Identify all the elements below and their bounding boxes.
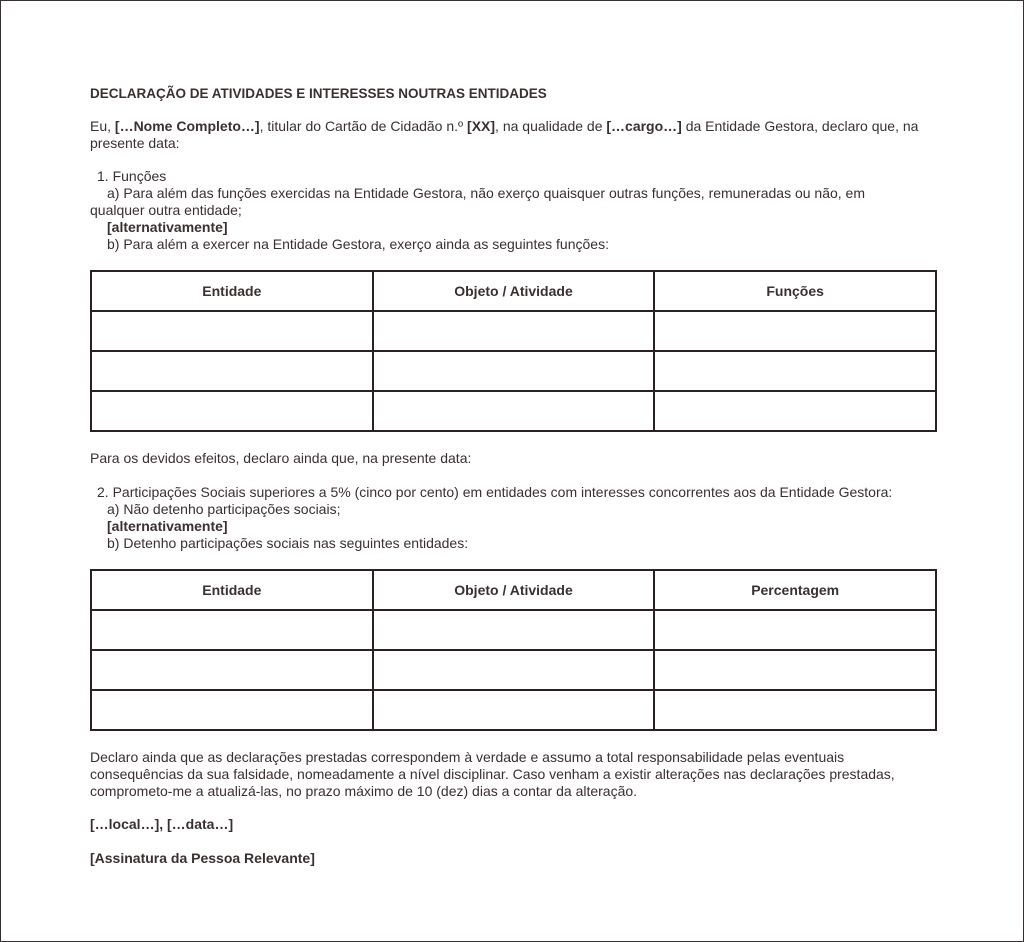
- table-cell[interactable]: [654, 351, 936, 391]
- header-object-activity: Objeto / Atividade: [373, 570, 655, 610]
- table-cell[interactable]: [654, 650, 936, 690]
- table-header-row: [91, 271, 936, 311]
- document-title: DECLARAÇÃO DE ATIVIDADES E INTERESSES NOUTRAS ENTIDADES: [90, 86, 547, 101]
- table-cell[interactable]: [91, 690, 373, 730]
- table-cell[interactable]: [91, 650, 373, 690]
- intro-text-1: Eu,: [90, 118, 115, 134]
- table-cell[interactable]: [654, 311, 936, 351]
- section-1-option-a: a) Para além das funções exercidas na Entidade Gestora, não exerço quaisquer outras funções, remuneradas ou não, em: [107, 185, 866, 201]
- functions-table: [90, 270, 937, 432]
- table-row: [91, 391, 936, 431]
- table-row: [91, 610, 936, 650]
- section-shareholdings: [90, 484, 937, 552]
- final-declaration-line: consequências da sua falsidade, nomeadamente a nível disciplinar. Caso venham a existir alterações nas declarações prestadas,: [90, 766, 895, 782]
- table-cell[interactable]: [91, 391, 373, 431]
- final-declaration: [90, 749, 937, 800]
- intro-paragraph: [90, 118, 937, 152]
- intro-text-2: , titular do Cartão de Cidadão n.º: [259, 118, 468, 134]
- intro-text-3: , na qualidade de: [495, 118, 607, 134]
- cc-number-placeholder: [XX]: [467, 118, 496, 134]
- header-percentage: Percentagem: [654, 570, 936, 610]
- table-header-row: [91, 570, 936, 610]
- section-1-option-a-cont: qualquer outra entidade;: [90, 202, 242, 218]
- table-cell[interactable]: [91, 311, 373, 351]
- section-1-option-b: b) Para além a exercer na Entidade Gestora, exerço ainda as seguintes funções:: [107, 236, 609, 252]
- final-declaration-line: comprometo-me a atualizá-las, no prazo máximo de 10 (dez) dias a contar da alteração.: [90, 783, 638, 799]
- header-entity: Entidade: [91, 570, 373, 610]
- table-cell[interactable]: [654, 690, 936, 730]
- section-2-option-a: a) Não detenho participações sociais;: [107, 501, 341, 517]
- table-cell[interactable]: [373, 650, 655, 690]
- signature-placeholder: [Assinatura da Pessoa Relevante]: [90, 850, 315, 866]
- table-cell[interactable]: [373, 311, 655, 351]
- shareholdings-table: [90, 569, 937, 731]
- section-2-alternatively: [alternativamente]: [107, 518, 228, 534]
- table-row: [91, 311, 936, 351]
- place-date-placeholder: […local…], […data…]: [90, 816, 234, 832]
- header-entity: Entidade: [91, 271, 373, 311]
- section-2-heading: 2. Participações Sociais superiores a 5% (cinco por cento) em entidades com interesses concorrentes aos da Entidade Gestora:: [97, 484, 893, 500]
- section-1-heading: 1. Funções: [97, 168, 167, 184]
- table-cell[interactable]: [373, 690, 655, 730]
- document-content: [90, 85, 937, 867]
- table-cell[interactable]: [654, 610, 936, 650]
- header-object-activity: Objeto / Atividade: [373, 271, 655, 311]
- section-functions: [90, 168, 937, 253]
- final-declaration-line: Declaro ainda que as declarações prestadas correspondem à verdade e assumo a total responsabilidade pelas eventuais: [90, 749, 845, 765]
- table-row: [91, 650, 936, 690]
- additional-declaration-text: Para os devidos efeitos, declaro ainda que, na presente data:: [90, 450, 472, 466]
- table-cell[interactable]: [373, 391, 655, 431]
- section-2-option-b: b) Detenho participações sociais nas seguintes entidades:: [107, 535, 469, 551]
- table-cell[interactable]: [91, 351, 373, 391]
- role-placeholder: […cargo…]: [606, 118, 682, 134]
- table-cell[interactable]: [91, 610, 373, 650]
- table-cell[interactable]: [373, 351, 655, 391]
- table-cell[interactable]: [654, 391, 936, 431]
- full-name-placeholder: […Nome Completo…]: [114, 118, 260, 134]
- table-cell[interactable]: [373, 610, 655, 650]
- table-row: [91, 351, 936, 391]
- intro-text-4: da Entidade Gestora, declaro que, na presente data:: [90, 118, 919, 151]
- table-row: [91, 690, 936, 730]
- header-functions: Funções: [654, 271, 936, 311]
- section-1-alternatively: [alternativamente]: [107, 219, 228, 235]
